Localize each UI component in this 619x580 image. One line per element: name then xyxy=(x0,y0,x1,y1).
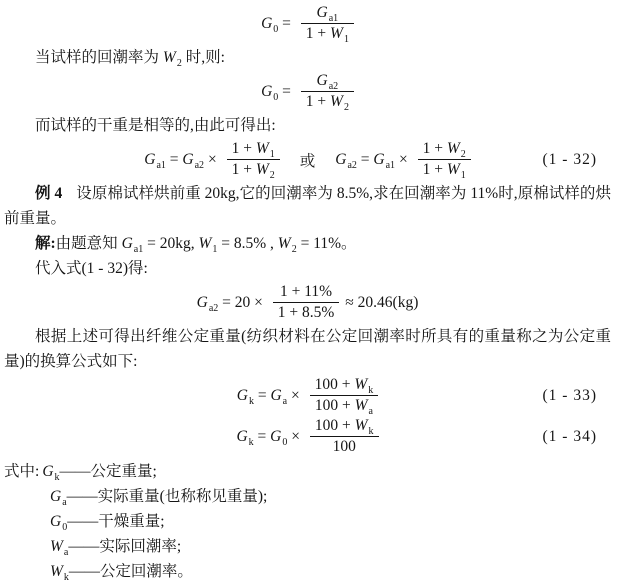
fraction-numerator: $G_{a1}$ xyxy=(316,4,339,25)
formula-result: ≈ 20.46(kg) xyxy=(345,293,419,311)
fraction-numerator: $100 + W_k$ xyxy=(314,376,374,397)
fraction xyxy=(227,140,280,182)
formula-example-calculation xyxy=(4,283,611,322)
where-desc: ——公定重量; xyxy=(59,463,157,480)
formula-1-32 xyxy=(4,140,611,182)
solution-text: 由题意知 $G_{a1} = 20kg$, $W_1 = 8.5\%$ , $W_2 = 11\%$。 xyxy=(55,235,357,256)
where-desc: ——公定回潮率。 xyxy=(68,563,193,580)
formula-lhs: $G_{a2} = G_{a1}$ × xyxy=(335,150,412,171)
fraction-denominator: $1 + W_1$ xyxy=(418,159,471,179)
fraction-numerator: $100 + W_k$ xyxy=(314,417,374,438)
formula-lhs: $G_0$ = xyxy=(261,82,295,103)
where-row-gk xyxy=(4,459,611,484)
where-term: $W_k$ xyxy=(50,563,69,580)
equation-number-1-34: (1 - 34) xyxy=(542,427,597,445)
example-4-problem xyxy=(4,181,611,231)
fraction-denominator: $1 + W_2$ xyxy=(227,159,280,179)
substitute-line: 代入式(1 - 32)得: xyxy=(35,260,148,277)
formula-dry-weight-w2 xyxy=(4,72,611,114)
equation-number-1-32: (1 - 32) xyxy=(542,150,597,168)
where-row-wa xyxy=(4,534,611,559)
fraction xyxy=(301,4,354,46)
where-term: $W_a$ xyxy=(50,538,69,559)
formula-lhs: $G_{a2} = 20$ × xyxy=(196,293,267,314)
solution-line xyxy=(4,231,611,256)
formula-lhs: $G_0$ = xyxy=(261,14,295,35)
fraction-numerator: 1 + 11% xyxy=(279,283,333,300)
formula-lhs: $G_k = G_a$ × xyxy=(236,386,304,407)
fraction xyxy=(310,376,379,418)
where-row-wk xyxy=(4,559,611,580)
formula-1-34 xyxy=(4,417,611,456)
fraction-denominator: $1 + W_2$ xyxy=(301,91,354,111)
fraction xyxy=(273,283,340,322)
example-text: 设原棉试样烘前重 20kg,它的回潮率为 8.5%,求在回潮率为 11%时,原棉试样的烘前重量。 xyxy=(4,185,611,227)
fraction-numerator: $1 + W_1$ xyxy=(231,140,275,161)
where-term: $G_k$ xyxy=(42,463,60,484)
formula-1-33 xyxy=(4,376,611,418)
where-row-g0 xyxy=(4,509,611,534)
paragraph-dry-weight-equal: 而试样的干重是相等的,由此可得出: xyxy=(35,117,276,134)
where-desc: ——实际回潮率; xyxy=(68,538,182,555)
fraction-denominator: 1 + 8.5% xyxy=(273,302,340,322)
or-conjunction: 或 xyxy=(299,152,316,170)
where-desc: ——干燥重量; xyxy=(67,513,165,530)
paragraph-conversion-intro: 根据上述可得出纤维公定重量(纺织材料在公定回潮率时所具有的重量称之为公定重量)的换算公式如下: xyxy=(4,328,611,370)
fraction-denominator: 100 xyxy=(310,436,379,456)
where-definitions xyxy=(4,459,611,580)
where-desc: ——实际重量(也称称见重量); xyxy=(66,488,268,505)
fraction xyxy=(418,140,471,182)
fraction-numerator: $G_{a2}$ xyxy=(316,72,339,93)
where-row-ga xyxy=(4,484,611,509)
formula-lhs: $G_{a1} = G_{a2}$ × xyxy=(144,150,221,171)
fraction-denominator: $100 + W_a$ xyxy=(310,395,379,415)
formula-lhs: $G_k = G_0$ × xyxy=(236,427,304,448)
where-term: $G_0$ xyxy=(50,513,68,534)
fraction xyxy=(301,72,354,114)
paragraph-w2-condition: 当试样的回潮率为 $W_2$ 时,则: xyxy=(35,49,225,70)
where-label: 式中: xyxy=(4,463,40,480)
fraction-denominator: $1 + W_1$ xyxy=(301,23,354,43)
solution-label: 解: xyxy=(35,235,56,252)
equation-number-1-33: (1 - 33) xyxy=(542,386,597,404)
fraction xyxy=(310,417,379,456)
formula-dry-weight-w1 xyxy=(4,4,611,46)
where-term: $G_a$ xyxy=(50,488,67,509)
example-label: 例 4 xyxy=(35,185,63,202)
fraction-numerator: $1 + W_2$ xyxy=(422,140,466,161)
